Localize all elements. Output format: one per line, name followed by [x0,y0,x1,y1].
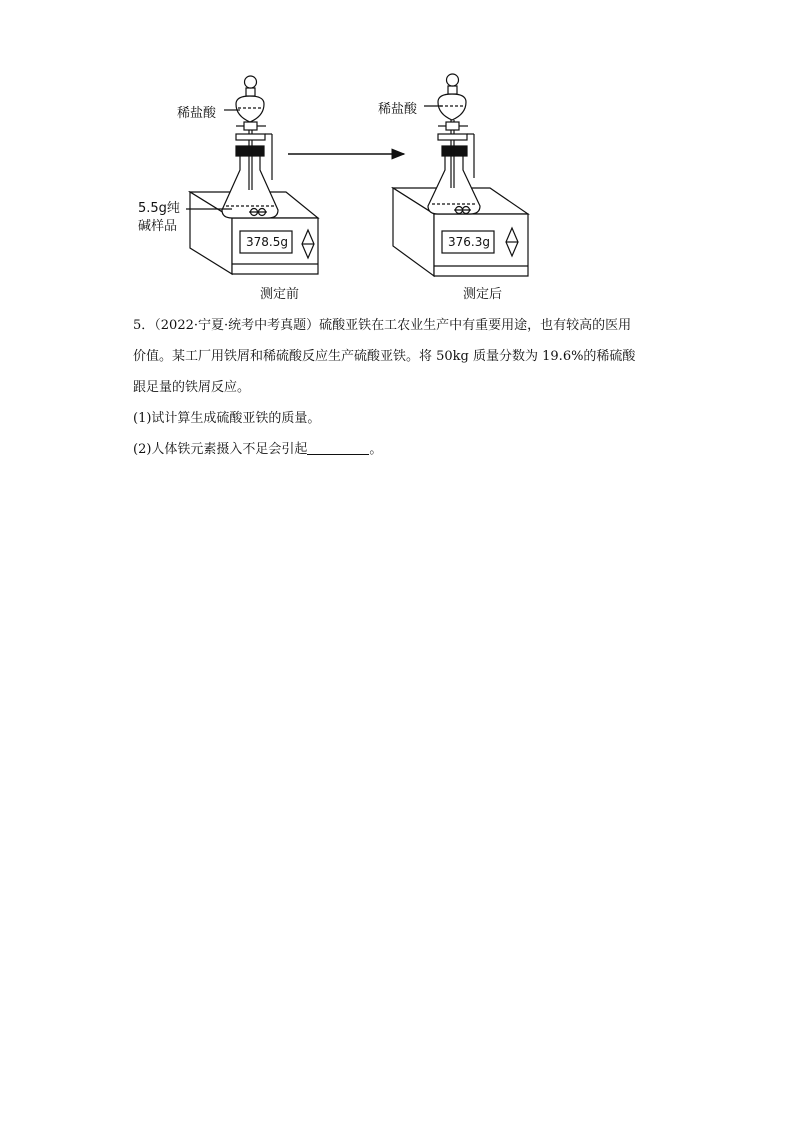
left-acid-label: 稀盐酸 [177,106,217,121]
question-stem-line3: 跟足量的铁屑反应。 [133,380,251,395]
experiment-figure [0,0,794,310]
right-caption: 测定后 [463,287,503,302]
left-caption: 测定前 [260,287,300,302]
sample-label-line2: 碱样品 [138,219,178,234]
sub-question-2-end: 。 [369,442,383,457]
right-acid-label: 稀盐酸 [378,102,418,117]
sub-question-1: (1)试计算生成硫酸亚铁的质量。 [133,411,321,426]
sub-question-2 [133,434,673,465]
right-balance-display: 376.3g [448,235,490,249]
answer-blank[interactable] [307,440,369,455]
apparatus-drawing [0,0,794,310]
question-stem-line2: 价值。某工厂用铁屑和稀硫酸反应生产硫酸亚铁。将 50kg 质量分数为 19.6%的稀硫酸 [133,349,636,364]
question-stem-line1: 5．（2022·宁夏·统考中考真题）硫酸亚铁在工农业生产中有重要用途，也有较高的医用 [133,318,632,333]
left-balance-display: 378.5g [246,235,288,249]
sample-label-line1: 5.5g纯 [138,201,180,216]
question-5 [133,310,673,465]
left-flask [222,146,278,218]
sub-question-2-text: (2)人体铁元素摄入不足会引起 [133,442,308,457]
